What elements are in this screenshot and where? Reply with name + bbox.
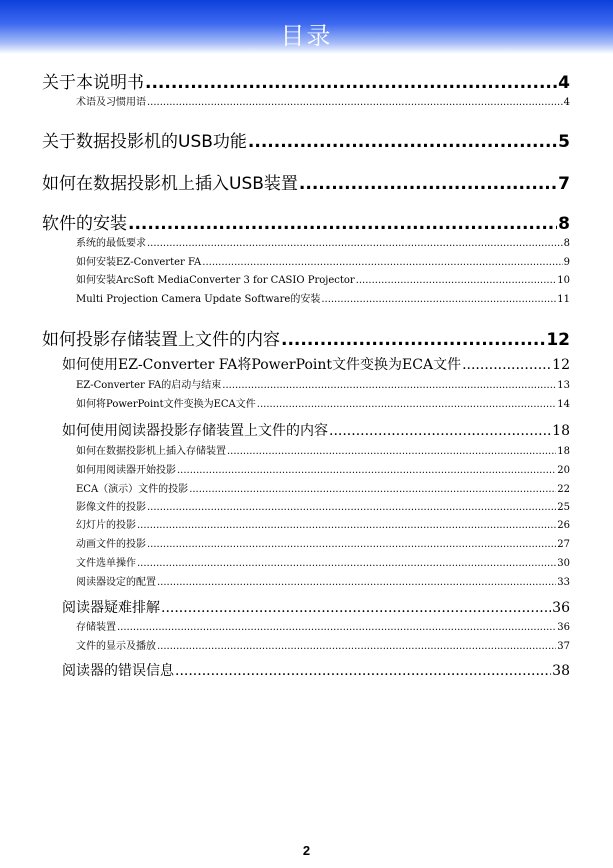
toc-entry[interactable] bbox=[62, 660, 570, 680]
dot-leader bbox=[202, 257, 562, 268]
header-banner bbox=[0, 0, 613, 54]
dot-leader bbox=[227, 446, 556, 457]
toc-entry-page: 36 bbox=[557, 622, 570, 633]
toc-entry-page: 30 bbox=[557, 558, 570, 569]
toc-entry-page: 26 bbox=[557, 520, 570, 531]
toc-entry-page: 13 bbox=[557, 380, 570, 391]
toc-entry-title: ECA（演示）文件的投影 bbox=[76, 484, 189, 495]
toc-entry[interactable] bbox=[76, 253, 570, 268]
toc-entry-page: 9 bbox=[563, 257, 570, 268]
toc-entry-title: 如何用阅读器开始投影 bbox=[76, 465, 176, 476]
page-title: 目录 bbox=[280, 22, 333, 50]
toc-entry[interactable] bbox=[76, 376, 570, 391]
toc-entry-page: 7 bbox=[558, 174, 570, 194]
toc-entry-page: 8 bbox=[563, 238, 570, 249]
toc-entry-title: 如何安装ArcSoft MediaConverter 3 for CASIO Projector bbox=[76, 275, 355, 286]
toc-entry-page: 22 bbox=[557, 484, 570, 495]
toc-entry[interactable] bbox=[76, 271, 570, 286]
toc-entry-page: 8 bbox=[558, 214, 570, 234]
toc-entry-title: 动画文件的投影 bbox=[76, 539, 146, 550]
toc-entry-page: 10 bbox=[557, 275, 570, 286]
toc-entry[interactable] bbox=[42, 325, 570, 350]
dot-leader bbox=[147, 502, 556, 513]
toc-entry-title: Multi Projection Camera Update Software的安装 bbox=[76, 294, 321, 305]
toc-entry[interactable] bbox=[76, 461, 570, 476]
toc-entry-page: 12 bbox=[546, 330, 570, 350]
toc-entry[interactable] bbox=[42, 209, 570, 234]
dot-leader bbox=[175, 663, 551, 679]
dot-leader bbox=[117, 622, 556, 633]
dot-leader bbox=[147, 539, 556, 550]
toc-entry[interactable] bbox=[76, 554, 570, 569]
dot-leader bbox=[137, 558, 556, 569]
dot-leader bbox=[248, 132, 557, 152]
toc-entry-page: 20 bbox=[557, 465, 570, 476]
dot-leader bbox=[222, 380, 556, 391]
toc-entry[interactable] bbox=[76, 480, 570, 495]
toc-entry-page: 14 bbox=[557, 399, 570, 410]
toc-entry-page: 4 bbox=[558, 73, 570, 93]
toc-entry[interactable] bbox=[76, 498, 570, 513]
toc-entry-page: 37 bbox=[557, 641, 570, 652]
toc-entry-title: 阅读器疑难排解 bbox=[62, 600, 160, 616]
toc-entry-title: 关于本说明书 bbox=[42, 73, 144, 93]
dot-leader bbox=[329, 423, 551, 439]
dot-leader bbox=[157, 577, 556, 588]
toc-entry-title: 术语及习惯用语 bbox=[76, 97, 146, 108]
toc-entry-title: 阅读器的错误信息 bbox=[62, 663, 174, 679]
dot-leader bbox=[177, 465, 556, 476]
toc-entry-title: 文件选单操作 bbox=[76, 558, 136, 569]
toc-entry-page: 25 bbox=[557, 502, 570, 513]
toc-entry-page: 4 bbox=[563, 97, 570, 108]
dot-leader bbox=[281, 330, 545, 350]
toc-entry-page: 27 bbox=[557, 539, 570, 550]
toc-entry[interactable] bbox=[76, 573, 570, 588]
dot-leader bbox=[147, 238, 563, 249]
toc-entry[interactable] bbox=[76, 442, 570, 457]
dot-leader bbox=[257, 399, 556, 410]
dot-leader bbox=[157, 641, 556, 652]
dot-leader bbox=[321, 294, 556, 305]
toc-entry-page: 12 bbox=[552, 357, 570, 373]
dot-leader bbox=[128, 214, 557, 234]
toc-entry-page: 36 bbox=[552, 600, 570, 616]
dot-leader bbox=[137, 520, 556, 531]
toc-entry-title: 阅读器设定的配置 bbox=[76, 577, 156, 588]
toc-entry[interactable] bbox=[62, 597, 570, 617]
toc-entry-page: 33 bbox=[557, 577, 570, 588]
toc-entry-title: 软件的安装 bbox=[42, 214, 127, 234]
dot-leader bbox=[145, 73, 557, 93]
toc-entry-title: 系统的最低要求 bbox=[76, 238, 146, 249]
toc-entry[interactable] bbox=[42, 127, 570, 152]
toc-entry-title: 存储装置 bbox=[76, 622, 116, 633]
dot-leader bbox=[462, 357, 551, 373]
toc-entry-title: 影像文件的投影 bbox=[76, 502, 146, 513]
dot-leader bbox=[161, 600, 551, 616]
toc-entry-title: 如何使用阅读器投影存储装置上文件的内容 bbox=[62, 423, 328, 439]
toc-entry[interactable] bbox=[76, 234, 570, 249]
page-number: 2 bbox=[302, 843, 311, 858]
toc-entry-page: 18 bbox=[557, 446, 570, 457]
toc-entry-title: 如何安装EZ-Converter FA bbox=[76, 257, 202, 268]
toc-entry[interactable] bbox=[42, 68, 570, 93]
toc-entry-title: 文件的显示及播放 bbox=[76, 641, 156, 652]
toc-entry-title: 如何在数据投影机上插入USB装置 bbox=[42, 174, 298, 194]
dot-leader bbox=[147, 97, 563, 108]
toc-entry[interactable] bbox=[62, 420, 570, 440]
toc-entry-title: 如何投影存储装置上文件的内容 bbox=[42, 330, 280, 350]
toc-entry-page: 18 bbox=[552, 423, 570, 439]
toc-entry-title: 如何在数据投影机上插入存储装置 bbox=[76, 446, 226, 457]
toc-entry[interactable] bbox=[76, 290, 570, 305]
toc-entry-title: 幻灯片的投影 bbox=[76, 520, 136, 531]
dot-leader bbox=[299, 174, 557, 194]
toc-entry[interactable] bbox=[76, 395, 570, 410]
toc-entry-page: 5 bbox=[558, 132, 570, 152]
dot-leader bbox=[189, 484, 556, 495]
toc-entry[interactable] bbox=[76, 637, 570, 652]
toc-entry[interactable] bbox=[76, 535, 570, 550]
toc-entry-title: EZ-Converter FA的启动与结束 bbox=[76, 380, 222, 391]
toc-entry-page: 38 bbox=[552, 663, 570, 679]
toc-entry[interactable] bbox=[62, 354, 570, 374]
toc-entry[interactable] bbox=[76, 516, 570, 531]
dot-leader bbox=[356, 275, 557, 286]
toc-entry-title: 如何使用EZ-Converter FA将PowerPoint文件变换为ECA文件 bbox=[62, 357, 462, 373]
toc-entry-page: 11 bbox=[557, 294, 570, 305]
toc-entry[interactable] bbox=[76, 93, 570, 108]
toc-entry[interactable] bbox=[76, 618, 570, 633]
toc-entry[interactable] bbox=[42, 169, 570, 194]
toc-entry-title: 关于数据投影机的USB功能 bbox=[42, 132, 247, 152]
toc-entry-title: 如何将PowerPoint文件变换为ECA文件 bbox=[76, 399, 256, 410]
